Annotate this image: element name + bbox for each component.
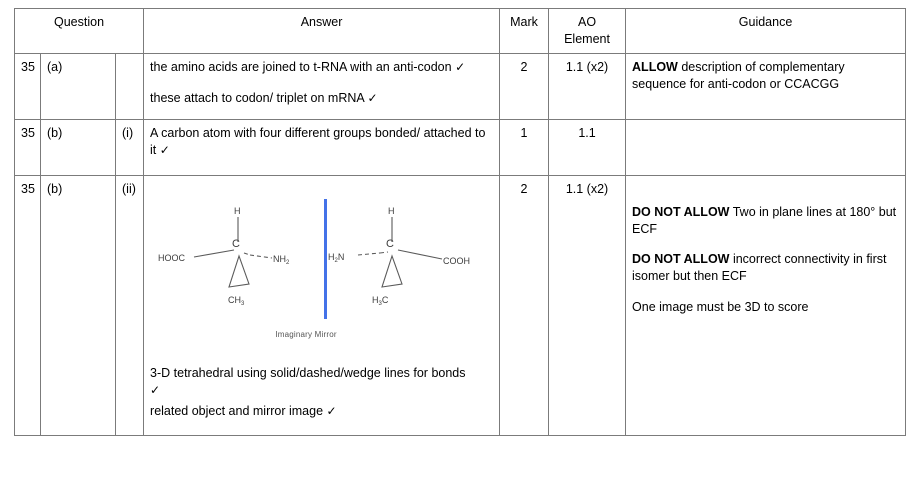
answer-point [150,365,493,400]
guidance-keyword: DO NOT ALLOW [632,252,730,266]
bond-c-nh2-dashed-left2 [250,255,272,258]
stereochemistry-structures [150,187,494,337]
answer-point-text: these attach to codon/ triplet on mRNA [150,90,365,105]
ao-element-value: 1.1 (x2) [549,175,626,435]
ao-element-value: 1.1 (x2) [549,53,626,119]
column-header-mark: Mark [500,9,549,54]
bond-c-hooc-left [194,250,234,257]
answer-cell [144,119,500,175]
tick-icon: ✓ [367,90,378,105]
tick-icon: ✓ [455,59,466,74]
bond-c-cooh-right [398,250,442,259]
ao-header-line1: AO [578,15,597,29]
question-number: 35 [15,175,41,435]
bond-c-ch3-wedge-left [229,256,249,287]
atom-label-h2n-right: $H_2N$ [328,251,345,264]
mark-value: 2 [500,53,549,119]
question-part: (b) [41,119,116,175]
column-header-ao-element [549,9,626,54]
column-header-question: Question [15,9,144,54]
imaginary-mirror-line [324,199,327,319]
enantiomer-diagram [150,187,493,357]
column-header-guidance: Guidance [626,9,906,54]
guidance-point [632,299,899,316]
answer-point-text: the amino acids are joined to t-RNA with an anti-codon [150,59,452,74]
guidance-text: Two in plane lines at 180° but ECF [632,204,897,236]
guidance-point [632,251,899,286]
answer-point [150,90,493,107]
mark-scheme-table [14,8,906,436]
question-subpart: (ii) [116,175,144,435]
question-part: (b) [41,175,116,435]
guidance-text: One image must be 3D to score [632,299,809,314]
atom-label-c-right: C [386,237,394,250]
table-row [15,53,906,119]
atom-label-h3c-right: $H_3C$ [372,294,389,307]
tick-icon: ✓ [159,142,170,157]
guidance-keyword: ALLOW [632,59,678,74]
answer-point-text: related object and mirror image [150,404,324,418]
atom-label-hooc-left: HOOC [158,252,186,263]
guidance-cell [626,175,906,435]
table-row [15,119,906,175]
guidance-text: incorrect connectivity in first isomer but then ECF [632,252,887,284]
ao-header-line2: Element [564,32,610,47]
guidance-keyword: DO NOT ALLOW [632,204,730,219]
atom-label-ch3-left: $CH_3$ [228,294,245,307]
bond-c-h2n-dashed-right2 [380,252,388,253]
table-row [15,175,906,435]
answer-point [150,59,493,76]
guidance-point [632,59,899,94]
column-header-answer: Answer [144,9,500,54]
answer-cell [144,53,500,119]
atom-label-nh2-left: $NH_2$ [273,253,290,266]
answer-point-text: 3-D tetrahedral using solid/dashed/wedge lines for bonds [150,365,466,380]
bond-c-nh2-dashed-left [244,253,250,255]
answer-cell [144,175,500,435]
answer-point-text: A carbon atom with four different groups bonded/ attached to it [150,125,486,157]
mark-value: 2 [500,175,549,435]
question-part: (a) [41,53,116,119]
bond-c-h2n-dashed-right [358,253,380,255]
atom-label-cooh-right: COOH [443,255,471,266]
atom-label-c-left: C [232,237,240,250]
table-header-row [15,9,906,54]
question-number: 35 [15,119,41,175]
answer-point [150,125,493,160]
imaginary-mirror-caption: Imaginary Mirror [275,329,337,339]
bond-c-h3c-wedge-right [382,256,402,287]
guidance-cell [626,119,906,175]
question-number: 35 [15,53,41,119]
answer-point [150,403,493,420]
guidance-cell [626,53,906,119]
atom-label-h-right: H [388,205,395,216]
question-subpart: (i) [116,119,144,175]
tick-icon: ✓ [326,404,337,418]
ao-element-value: 1.1 [549,119,626,175]
tick-icon: ✓ [150,382,161,397]
question-subpart [116,53,144,119]
atom-label-h-left: H [234,205,241,216]
guidance-point [632,204,899,239]
guidance-text: description of complementary sequence for anti-codon or CCACGG [632,59,845,91]
mark-value: 1 [500,119,549,175]
